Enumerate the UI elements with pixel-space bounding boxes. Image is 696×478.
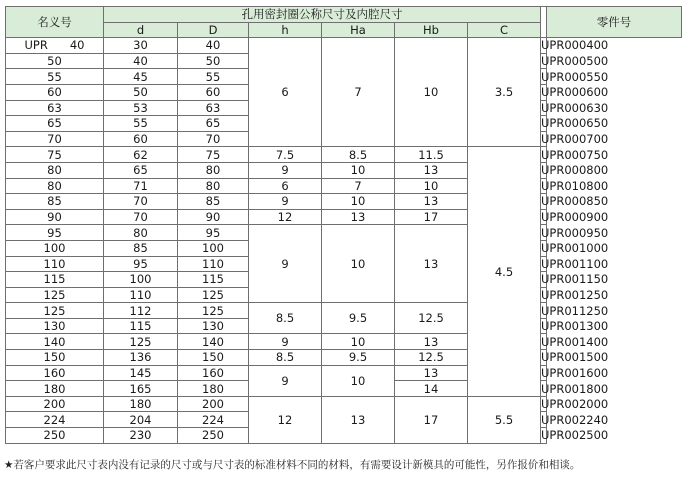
part-number-cell: UPR000800 xyxy=(541,163,609,178)
d-cell: 45 xyxy=(104,69,178,85)
D-cell: 95 xyxy=(178,225,249,241)
c-cell: 4.5 xyxy=(468,147,541,397)
ha-cell: 9.5 xyxy=(322,303,395,334)
part-number-cell: UPR000550 xyxy=(541,69,609,84)
d-cell: 30 xyxy=(104,38,178,54)
part-number-cell: UPR002240 xyxy=(541,412,609,427)
ha-cell: 7 xyxy=(322,38,395,147)
nominal-cell: 250 xyxy=(6,428,104,444)
part-number-cell: UPR000400 xyxy=(541,38,609,53)
table-row xyxy=(6,396,682,412)
table-row xyxy=(6,147,682,163)
d-cell: 55 xyxy=(104,116,178,132)
nominal-cell: 125 xyxy=(6,303,104,319)
D-cell: 65 xyxy=(178,116,249,132)
h-cell: 9 xyxy=(249,225,322,303)
col-header-C: C xyxy=(468,22,541,38)
nominal-cell: 200 xyxy=(6,396,104,412)
part-number-cell: UPR001500 xyxy=(541,350,609,365)
h-cell: 6 xyxy=(249,178,322,194)
hb-cell: 12.5 xyxy=(395,350,468,366)
d-cell: 115 xyxy=(104,318,178,334)
nominal-cell xyxy=(6,38,104,54)
h-cell: 9 xyxy=(249,194,322,210)
spec-table-body xyxy=(6,38,682,443)
h-cell: 12 xyxy=(249,396,322,443)
h-cell: 8.5 xyxy=(249,350,322,366)
d-cell: 145 xyxy=(104,365,178,381)
part-number-cell: UPR011250 xyxy=(541,303,609,318)
col-header-Hb: Hb xyxy=(395,22,468,38)
nominal-cell: 180 xyxy=(6,381,104,397)
d-cell: 50 xyxy=(104,84,178,100)
part-number-cell: UPR000900 xyxy=(541,210,609,225)
nominal-cell: 95 xyxy=(6,225,104,241)
nominal-cell: 90 xyxy=(6,209,104,225)
table-row xyxy=(6,209,682,225)
D-cell: 200 xyxy=(178,396,249,412)
D-cell: 125 xyxy=(178,303,249,319)
D-cell: 85 xyxy=(178,194,249,210)
hb-cell: 13 xyxy=(395,334,468,350)
D-cell: 70 xyxy=(178,131,249,147)
nominal-cell: 110 xyxy=(6,256,104,272)
nominal-cell: 224 xyxy=(6,412,104,428)
nominal-cell: 130 xyxy=(6,318,104,334)
D-cell: 90 xyxy=(178,209,249,225)
col-header-Ha: Ha xyxy=(322,22,395,38)
d-cell: 53 xyxy=(104,100,178,116)
ha-cell: 10 xyxy=(322,162,395,178)
nominal-cell: 140 xyxy=(6,334,104,350)
table-row xyxy=(6,334,682,350)
d-cell: 95 xyxy=(104,256,178,272)
d-cell: 110 xyxy=(104,287,178,303)
ha-cell: 10 xyxy=(322,225,395,303)
D-cell: 60 xyxy=(178,84,249,100)
part-number-cell: UPR000650 xyxy=(541,116,609,131)
hb-cell: 10 xyxy=(395,38,468,147)
D-cell: 80 xyxy=(178,162,249,178)
table-row xyxy=(6,350,682,366)
h-cell: 9 xyxy=(249,162,322,178)
D-cell: 140 xyxy=(178,334,249,350)
h-cell: 12 xyxy=(249,209,322,225)
D-cell: 110 xyxy=(178,256,249,272)
h-cell: 9 xyxy=(249,365,322,396)
nominal-cell: 63 xyxy=(6,100,104,116)
seal-spec-table xyxy=(5,6,682,444)
d-cell: 70 xyxy=(104,194,178,210)
col-header-d: d xyxy=(104,22,178,38)
group-header: 孔用密封圈公称尺寸及内腔尺寸 xyxy=(104,7,541,23)
ha-cell: 7 xyxy=(322,178,395,194)
d-cell: 136 xyxy=(104,350,178,366)
hb-cell: 13 xyxy=(395,365,468,381)
c-cell: 3.5 xyxy=(468,38,541,147)
part-number-cell: UPR001600 xyxy=(541,365,609,380)
hb-cell: 17 xyxy=(395,209,468,225)
D-cell: 250 xyxy=(178,428,249,444)
d-cell: 112 xyxy=(104,303,178,319)
nominal-cell: 85 xyxy=(6,194,104,210)
d-cell: 70 xyxy=(104,209,178,225)
D-cell: 224 xyxy=(178,412,249,428)
nominal-cell: 70 xyxy=(6,131,104,147)
d-cell: 165 xyxy=(104,381,178,397)
nominal-cell: 75 xyxy=(6,147,104,163)
nominal-cell: 160 xyxy=(6,365,104,381)
table-row xyxy=(6,38,682,54)
D-cell: 160 xyxy=(178,365,249,381)
hb-cell: 13 xyxy=(395,162,468,178)
d-cell: 100 xyxy=(104,272,178,288)
D-cell: 125 xyxy=(178,287,249,303)
hb-cell: 13 xyxy=(395,194,468,210)
table-row xyxy=(6,225,682,241)
D-cell: 115 xyxy=(178,272,249,288)
header-row-top xyxy=(6,7,682,23)
d-cell: 230 xyxy=(104,428,178,444)
part-number-cell: UPR000700 xyxy=(541,132,609,147)
nominal-header: 名义号 xyxy=(6,7,104,38)
part-number-cell: UPR000850 xyxy=(541,194,609,209)
part-number-cell: UPR002500 xyxy=(541,428,609,443)
hb-cell: 12.5 xyxy=(395,303,468,334)
part-number-cell: UPR001150 xyxy=(541,272,609,287)
D-cell: 100 xyxy=(178,240,249,256)
nominal-value: 40 xyxy=(69,38,85,53)
part-number-cell: UPR001100 xyxy=(541,256,609,271)
ha-cell: 13 xyxy=(322,396,395,443)
ha-cell: 10 xyxy=(322,194,395,210)
part-number-cell: UPR000600 xyxy=(541,85,609,100)
d-cell: 85 xyxy=(104,240,178,256)
nominal-cell: 65 xyxy=(6,116,104,132)
part-number-cell: UPR001250 xyxy=(541,287,609,302)
table-row xyxy=(6,178,682,194)
ha-cell: 10 xyxy=(322,365,395,396)
D-cell: 55 xyxy=(178,69,249,85)
ha-cell: 8.5 xyxy=(322,147,395,163)
ha-cell: 10 xyxy=(322,334,395,350)
table-row xyxy=(6,162,682,178)
part-number-cell: UPR000630 xyxy=(541,100,609,115)
D-cell: 75 xyxy=(178,147,249,163)
part-number-cell: UPR000950 xyxy=(541,225,609,240)
hb-cell: 14 xyxy=(395,381,468,397)
ha-cell: 13 xyxy=(322,209,395,225)
hb-cell: 13 xyxy=(395,225,468,303)
D-cell: 63 xyxy=(178,100,249,116)
part-number-cell: UPR010800 xyxy=(541,178,609,193)
table-row xyxy=(6,194,682,210)
D-cell: 50 xyxy=(178,53,249,69)
table-row xyxy=(6,365,682,381)
nominal-cell: 55 xyxy=(6,69,104,85)
d-cell: 204 xyxy=(104,412,178,428)
nominal-cell: 80 xyxy=(6,178,104,194)
part-number-header: 零件号 xyxy=(547,7,682,38)
table-row xyxy=(6,303,682,319)
part-number-cell: UPR002000 xyxy=(541,397,609,412)
ha-cell: 9.5 xyxy=(322,350,395,366)
nominal-cell: 60 xyxy=(6,84,104,100)
D-cell: 40 xyxy=(178,38,249,54)
D-cell: 130 xyxy=(178,318,249,334)
part-number-cell: UPR001800 xyxy=(541,381,609,396)
footnote: ★若客户要求此尺寸表内没有记录的尺寸或与尺寸表的标准材料不同的材料，有需要设计新模具的可能性，另作报价和相谈。 xyxy=(4,459,581,471)
part-number-cell: UPR001400 xyxy=(541,334,609,349)
d-cell: 80 xyxy=(104,225,178,241)
h-cell: 6 xyxy=(249,38,322,147)
d-cell: 62 xyxy=(104,147,178,163)
nominal-cell: 150 xyxy=(6,350,104,366)
nominal-cell: 50 xyxy=(6,53,104,69)
h-cell: 8.5 xyxy=(249,303,322,334)
nominal-cell: 100 xyxy=(6,240,104,256)
part-number-cell: UPR000500 xyxy=(541,54,609,69)
part-number-cell: UPR001000 xyxy=(541,241,609,256)
col-header-D: D xyxy=(178,22,249,38)
nominal-prefix: UPR xyxy=(24,38,48,53)
part-number-cell: UPR001300 xyxy=(541,319,609,334)
h-cell: 9 xyxy=(249,334,322,350)
d-cell: 125 xyxy=(104,334,178,350)
D-cell: 150 xyxy=(178,350,249,366)
d-cell: 40 xyxy=(104,53,178,69)
D-cell: 80 xyxy=(178,178,249,194)
part-number-cell: UPR000750 xyxy=(541,147,609,162)
col-header-h: h xyxy=(249,22,322,38)
nominal-cell: 125 xyxy=(6,287,104,303)
h-cell: 7.5 xyxy=(249,147,322,163)
D-cell: 180 xyxy=(178,381,249,397)
nominal-cell: 80 xyxy=(6,162,104,178)
hb-cell: 10 xyxy=(395,178,468,194)
d-cell: 65 xyxy=(104,162,178,178)
nominal-cell: 115 xyxy=(6,272,104,288)
hb-cell: 17 xyxy=(395,396,468,443)
d-cell: 71 xyxy=(104,178,178,194)
d-cell: 60 xyxy=(104,131,178,147)
c-cell: 5.5 xyxy=(468,396,541,443)
d-cell: 180 xyxy=(104,396,178,412)
hb-cell: 11.5 xyxy=(395,147,468,163)
